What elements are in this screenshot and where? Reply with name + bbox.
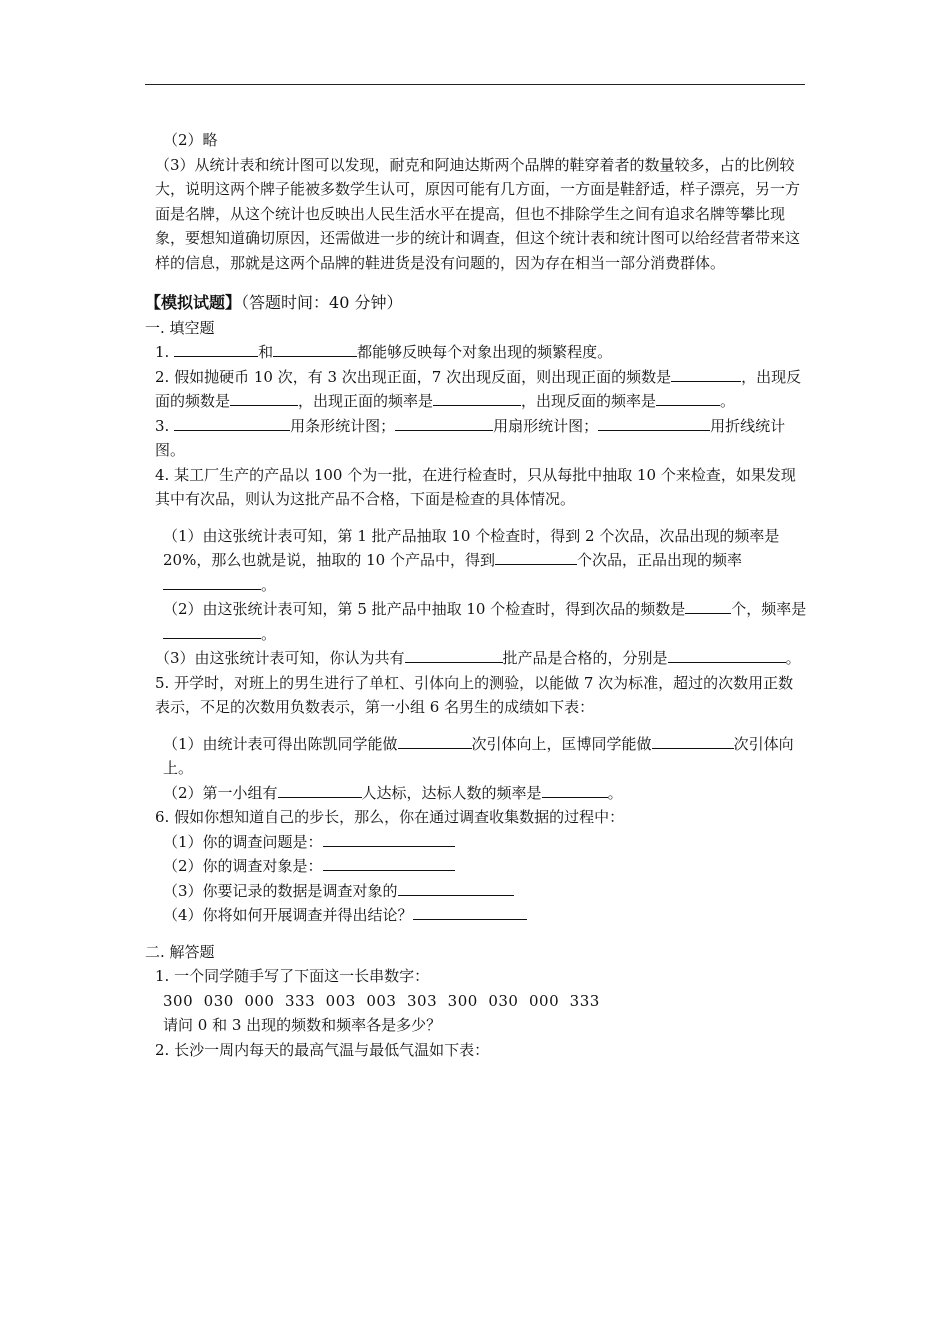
answer-blank[interactable] [278,781,362,798]
answer-blank[interactable] [495,548,577,565]
answer-blank[interactable] [685,597,731,614]
answer-blank[interactable] [542,781,608,798]
answer-blank[interactable] [433,389,521,406]
answer-blank[interactable] [598,414,710,431]
answer-blank[interactable] [395,414,493,431]
part1-heading: 一. 填空题 [145,318,215,337]
answer-blank[interactable] [668,646,786,663]
answer-2: （2）略 [163,131,218,149]
answer-blank[interactable] [163,622,261,639]
question-4: 4. 某工厂生产的产品以 100 个为一批，在进行检查时，只从每批中抽取 10 个来检查，如果发现其中有次品，则认为这批产品不合格，下面是检查的具体情况。 [155,465,796,508]
answer-blank[interactable] [405,646,503,663]
problem-1-question: 请问 0 和 3 出现的频数和频率各是多少？ [163,1016,442,1034]
question-6-3: （3）你要记录的数据是调查对象的 [145,879,807,904]
answer-blank[interactable] [652,732,734,749]
question-4-3: （3）由这张统计表可知，你认为共有 批产品是合格的，分别是 。 [145,646,807,671]
answer-blank[interactable] [398,732,472,749]
answer-blank[interactable] [174,340,258,357]
problem-2: 2. 长沙一周内每天的最高气温与最低气温如下表： [155,1040,490,1059]
part2-heading: 二. 解答题 [145,942,215,961]
section-title-bold: 【模拟试题】 [145,293,242,312]
question-6-1: （1）你的调查问题是： [145,830,807,855]
question-5-2: （2）第一小组有 人达标，达标人数的频率是 。 [145,781,807,806]
answer-blank[interactable] [656,389,720,406]
document-body [145,128,807,1062]
question-1: 1. 和 都能够反映每个对象出现的频繁程度。 [145,340,807,365]
answer-blank[interactable] [398,879,514,896]
problem-1-digits: 300 030 000 333 003 003 303 300 030 000 333 [163,991,600,1010]
question-2: 2. 假如抛硬币 10 次，有 3 次出现正面，7 次出现反面，则出现正面的频数是 ，出现反面的频数是 ，出现正面的频率是 ，出现反面的频率是 。 [145,365,807,414]
answer-blank[interactable] [273,340,357,357]
problem-1: 1. 一个同学随手写了下面这一长串数字： [155,967,430,985]
answer-blank[interactable] [163,573,261,590]
question-6: 6. 假如你想知道自己的步长，那么，你在通过调查收集数据的过程中： [155,808,625,826]
answer-blank[interactable] [671,365,741,382]
section-title [145,291,807,316]
question-6-2: （2）你的调查对象是： [145,854,807,879]
question-4-2: （2）由这张统计表可知，第 5 批产品中抽取 10 个检查时，得到次品的频数是 个，频率是。 [145,597,807,646]
question-5: 5. 开学时，对班上的男生进行了单杠、引体向上的测验，以能做 7 次为标准，超过的次数用正数表示，不足的次数用负数表示，第一小组 6 名男生的成绩如下表： [155,673,794,716]
answer-3: （3）从统计表和统计图可以发现，耐克和阿迪达斯两个品牌的鞋穿着者的数量较多，占的比例较大，说明这两个牌子能被多数学生认可，原因可能有几方面，一方面是鞋舒适，样子漂亮，另一方面是名牌，从这个统计也反映出人民生活水平在提高，但也不排除学生之间有追求名牌等攀比现象，要想知道确切原因，还需做进一步的统计和调查，但这个统计表和统计图可以给经营者带来这样的信息，那就是这两个品牌的鞋进货是没有问题的，因为存在相当一部分消费群体。 [155,155,801,272]
question-4-1: （1）由这张统计表可知，第 1 批产品抽取 10 个检查时，得到 2 个次品，次品出现的频率是 20%，那么也就是说，抽取的 10 个产品中，得到 个次品，正品出现的频率。 [163,526,780,594]
answer-blank[interactable] [230,389,298,406]
question-5-1: （1）由统计表可得出陈凯同学能做 次引体向上，匡博同学能做 次引体向上。 [145,732,807,781]
answer-blank[interactable] [413,903,527,920]
section-title-time: （答题时间：40 分钟） [241,293,403,312]
answer-blank[interactable] [323,830,455,847]
question-3: 3. 用条形统计图； 用扇形统计图； 用折线统计图。 [145,414,807,463]
question-6-4: （4）你将如何开展调查并得出结论？ [145,903,807,928]
answer-blank[interactable] [174,414,290,431]
answer-blank[interactable] [323,854,455,871]
header-rule [145,84,805,85]
